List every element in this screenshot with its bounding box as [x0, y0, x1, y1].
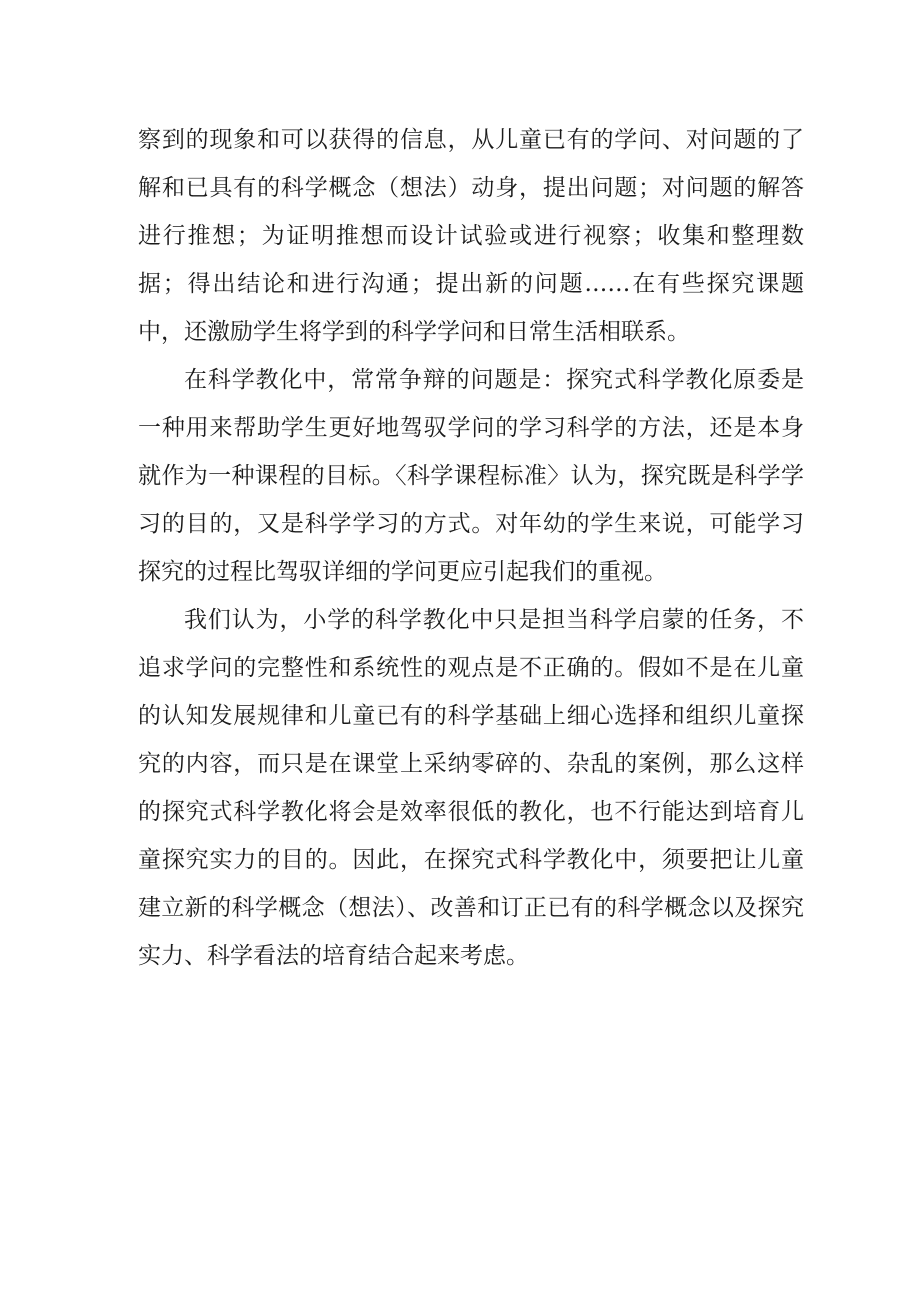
paragraph-continued: 察到的现象和可以获得的信息，从儿童已有的学问、对问题的了解和已具有的科学概念（想法）动身，提出问题；对问题的解答进行推想；为证明推想而设计试验或进行视察；收集和整理数据；得出结论和进行沟通；提出新的问题……在有些探究课题中，还激励学生将学到的科学学问和日常生活相联系。 — [138, 127, 804, 345]
paragraph-inquiry-debate: 在科学教化中，常常争辩的问题是：探究式科学教化原委是一种用来帮助学生更好地驾驭学问的学习科学的方法，还是本身就作为一种课程的目标。〈科学课程标准〉认为，探究既是科学学习的目的，又是科学学习的方式。对年幼的学生来说，可能学习探究的过程比驾驭详细的学问更应引起我们的重视。 — [138, 367, 804, 585]
paragraph-our-view: 我们认为，小学的科学教化中只是担当科学启蒙的任务，不追求学问的完整性和系统性的观点是不正确的。假如不是在儿童的认知发展规律和儿童已有的科学基础上细心选择和组织儿童探究的内容，而只是在课堂上采纳零碎的、杂乱的案例，那么这样的探究式科学教化将会是效率很低的教化，也不行能达到培育儿童探究实力的目的。因此，在探究式科学教化中，须要把让儿童建立新的科学概念（想法）、改善和订正已有的科学概念以及探究实力、科学看法的培育结合起来考虑。 — [138, 607, 804, 969]
body-text — [138, 116, 804, 980]
